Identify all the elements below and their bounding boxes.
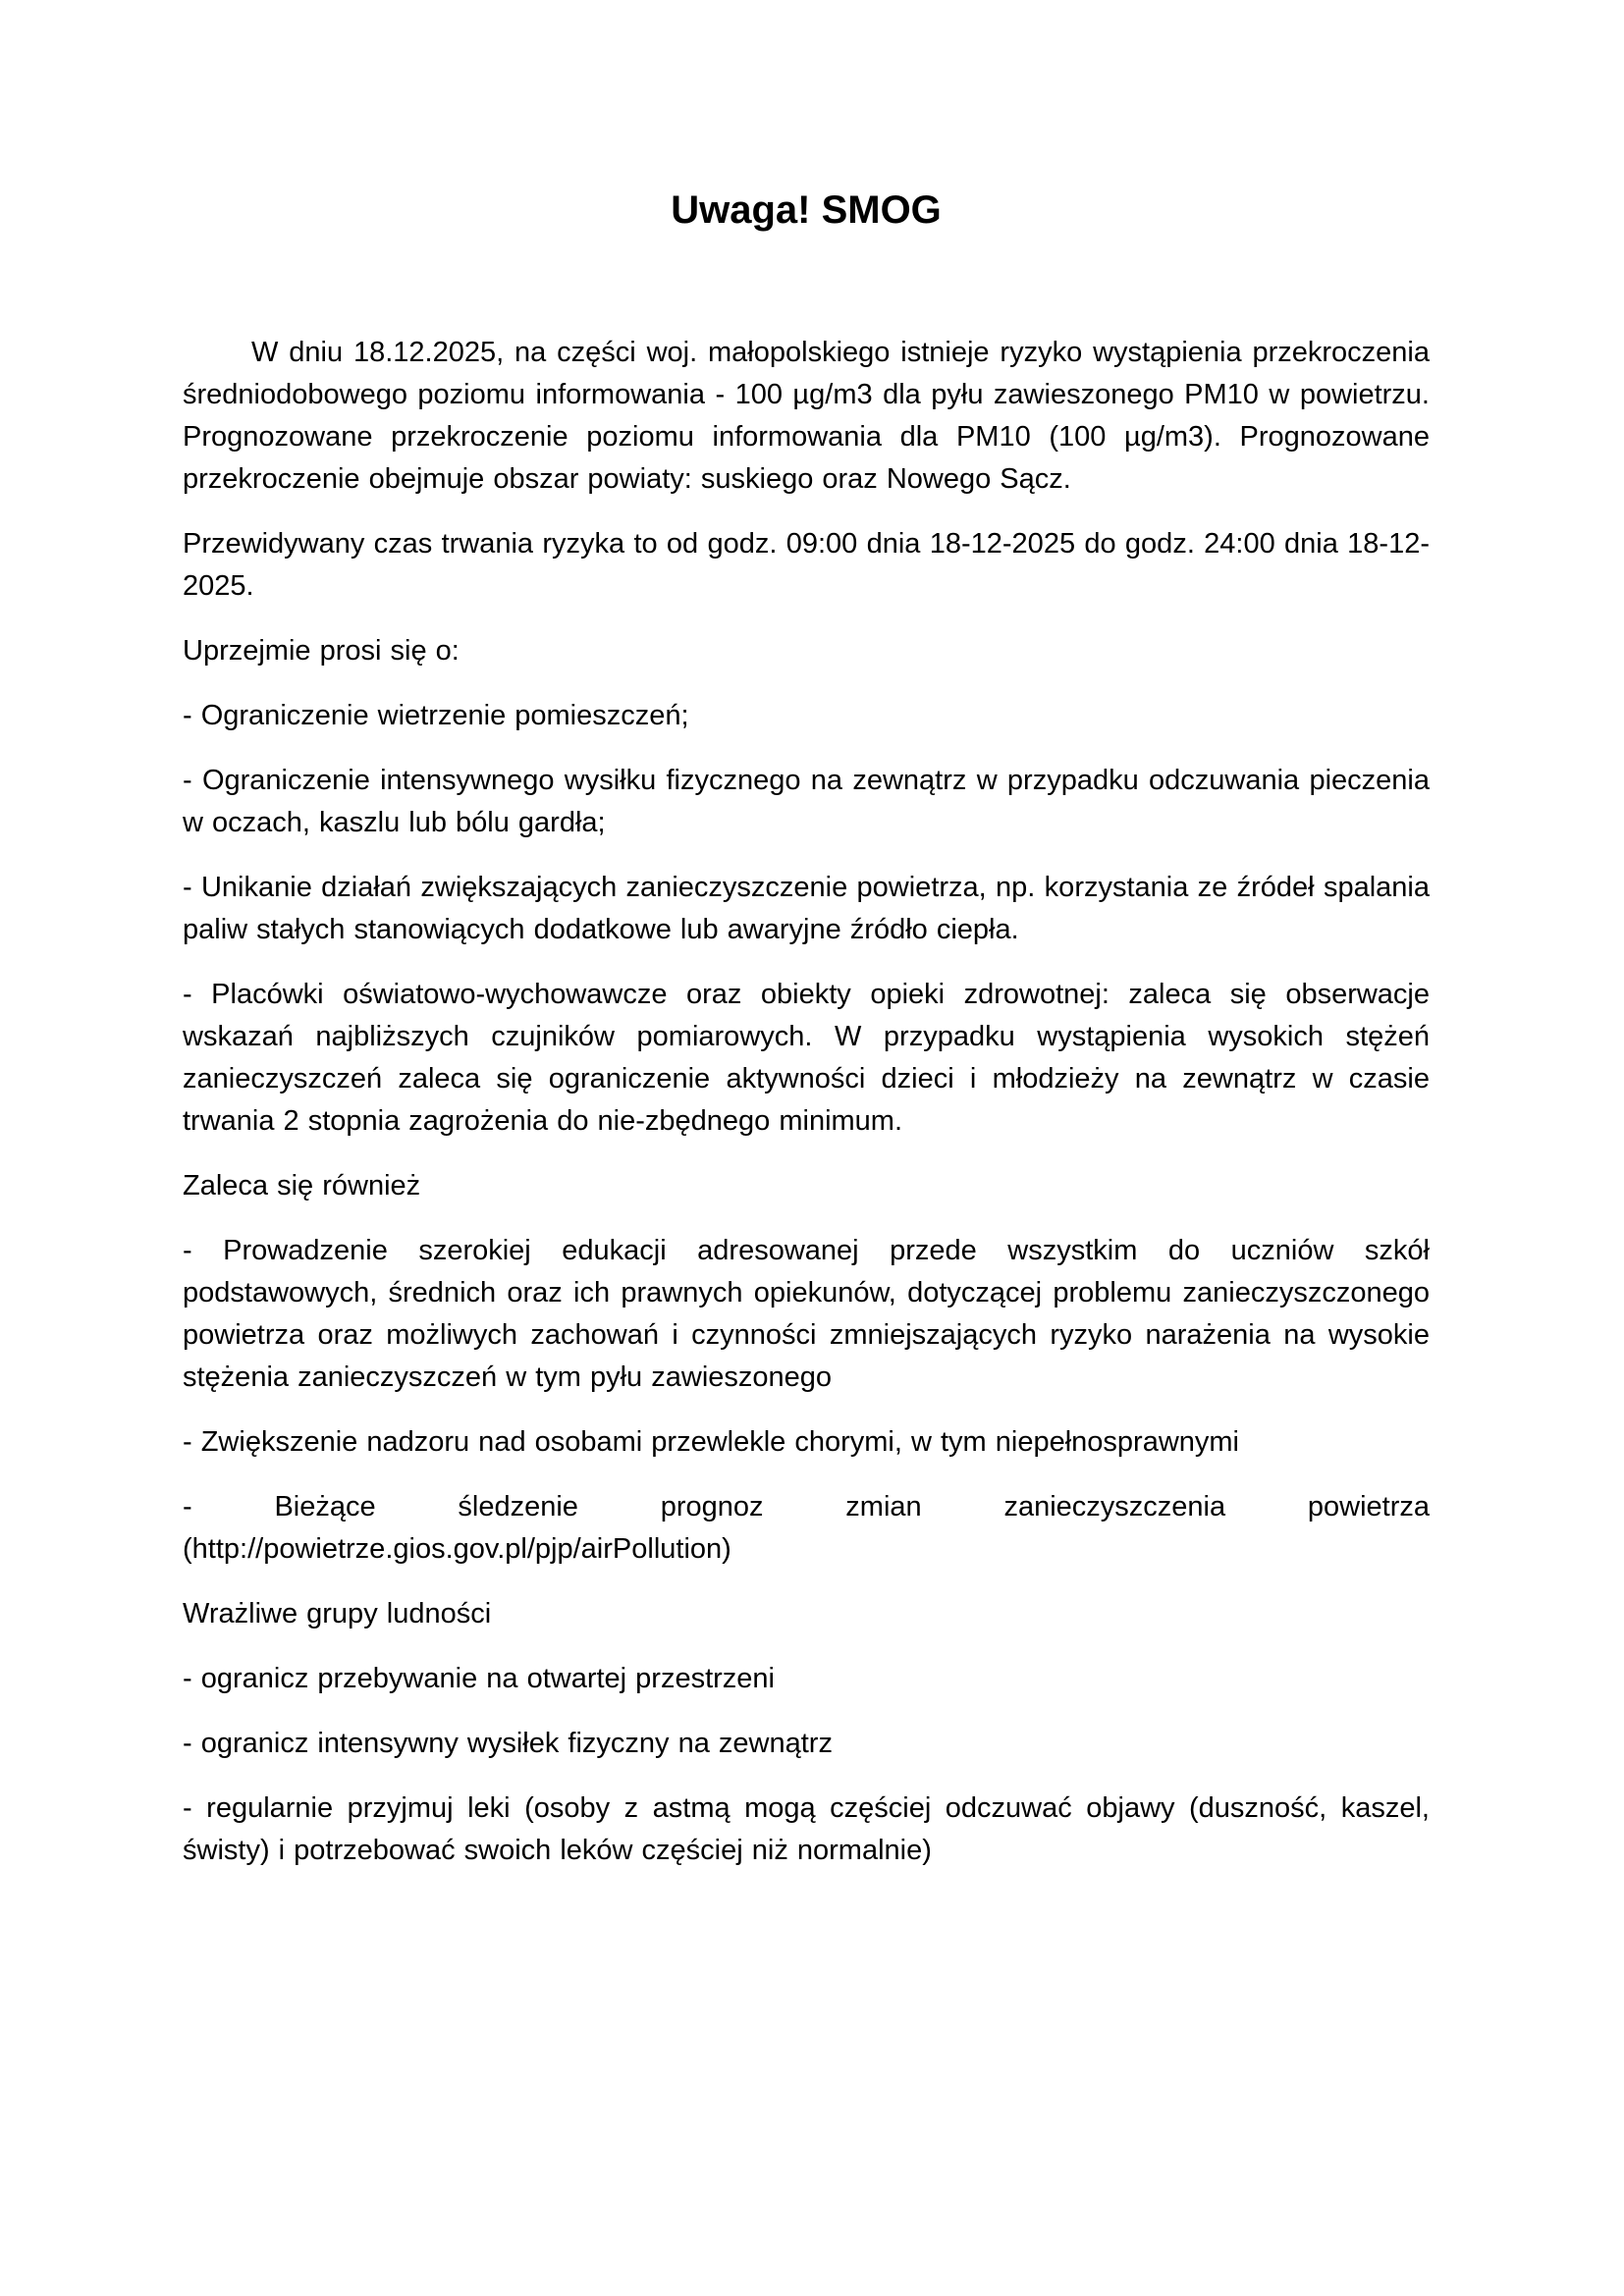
para-limit-outdoor-presence: - ogranicz przebywanie na otwartej przestrzeni [183, 1663, 775, 1694]
para-medication-advice: - regularnie przyjmuj leki (osoby z astmą mogą częściej odczuwać objawy (duszność, kaszel, świsty) i potrzebować swoich leków częściej niż normalnie) [183, 1792, 1430, 1866]
document-body [183, 332, 1430, 1872]
document-title: Uwaga! SMOG [671, 188, 942, 232]
para-request-schools-health: - Placówki oświatowo-wychowawcze oraz obiekty opieki zdrowotnej: zaleca się obserwacje wskazań najbliższych czujników pomiarowych. W przypadku wystąpienia wysokich stężeń zanieczyszczeń zaleca się ograniczenie aktywności dzieci i młodzieży na zewnątrz w czasie trwania 2 stopnia zagrożenia do nie-zbędnego minimum. [183, 979, 1430, 1137]
para-risk-announcement: W dniu 18.12.2025, na części woj. małopolskiego istnieje ryzyko wystąpienia przekroczenia średniodobowego poziomu informowania - 100 µg/m3 dla pyłu zawieszonego PM10 w powietrzu. Prognozowane przekroczenie poziomu informowania dla PM10 (100 µg/m3). Prognozowane przekroczenie obejmuje obszar powiaty: suskiego oraz Nowego Sącz. [183, 337, 1430, 495]
para-forecast-tracking-url: - Bieżące śledzenie prognoz zmian zanieczyszczenia powietrza (http://powietrze.gios.gov.pl/pjp/airPollution) [183, 1491, 1430, 1565]
para-education: - Prowadzenie szerokiej edukacji adresowanej przede wszystkim do uczniów szkół podstawowych, średnich oraz ich prawnych opiekunów, dotyczącej problemu zanieczyszczonego powietrza oraz możliwych zachowań i czynności zmniejszających ryzyko narażenia na wysokie stężenia zanieczyszczeń w tym pyłu zawieszonego [183, 1235, 1430, 1393]
para-request-ventilation: - Ograniczenie wietrzenie pomieszczeń; [183, 700, 689, 731]
para-limit-outdoor-exercise: - ogranicz intensywny wysiłek fizyczny na zewnątrz [183, 1728, 833, 1759]
para-request-avoid-burning: - Unikanie działań zwiększających zanieczyszczenie powietrza, np. korzystania ze źródeł spalania paliw stałych stanowiących dodatkowe lub awaryjne źródło ciepła. [183, 872, 1430, 945]
para-supervision-chronically-ill: - Zwiększenie nadzoru nad osobami przewlekle chorymi, w tym niepełnosprawnymi [183, 1426, 1239, 1458]
para-risk-duration: Przewidywany czas trwania ryzyka to od godz. 09:00 dnia 18-12-2025 do godz. 24:00 dnia 18-12-2025. [183, 528, 1430, 602]
para-also-recommended-heading: Zaleca się również [183, 1170, 421, 1201]
para-request-physical-activity: - Ograniczenie intensywnego wysiłku fizycznego na zewnątrz w przypadku odczuwania pieczenia w oczach, kaszlu lub bólu gardła; [183, 765, 1430, 838]
para-requests-heading: Uprzejmie prosi się o: [183, 635, 460, 667]
para-sensitive-groups-heading: Wrażliwe grupy ludności [183, 1598, 492, 1629]
